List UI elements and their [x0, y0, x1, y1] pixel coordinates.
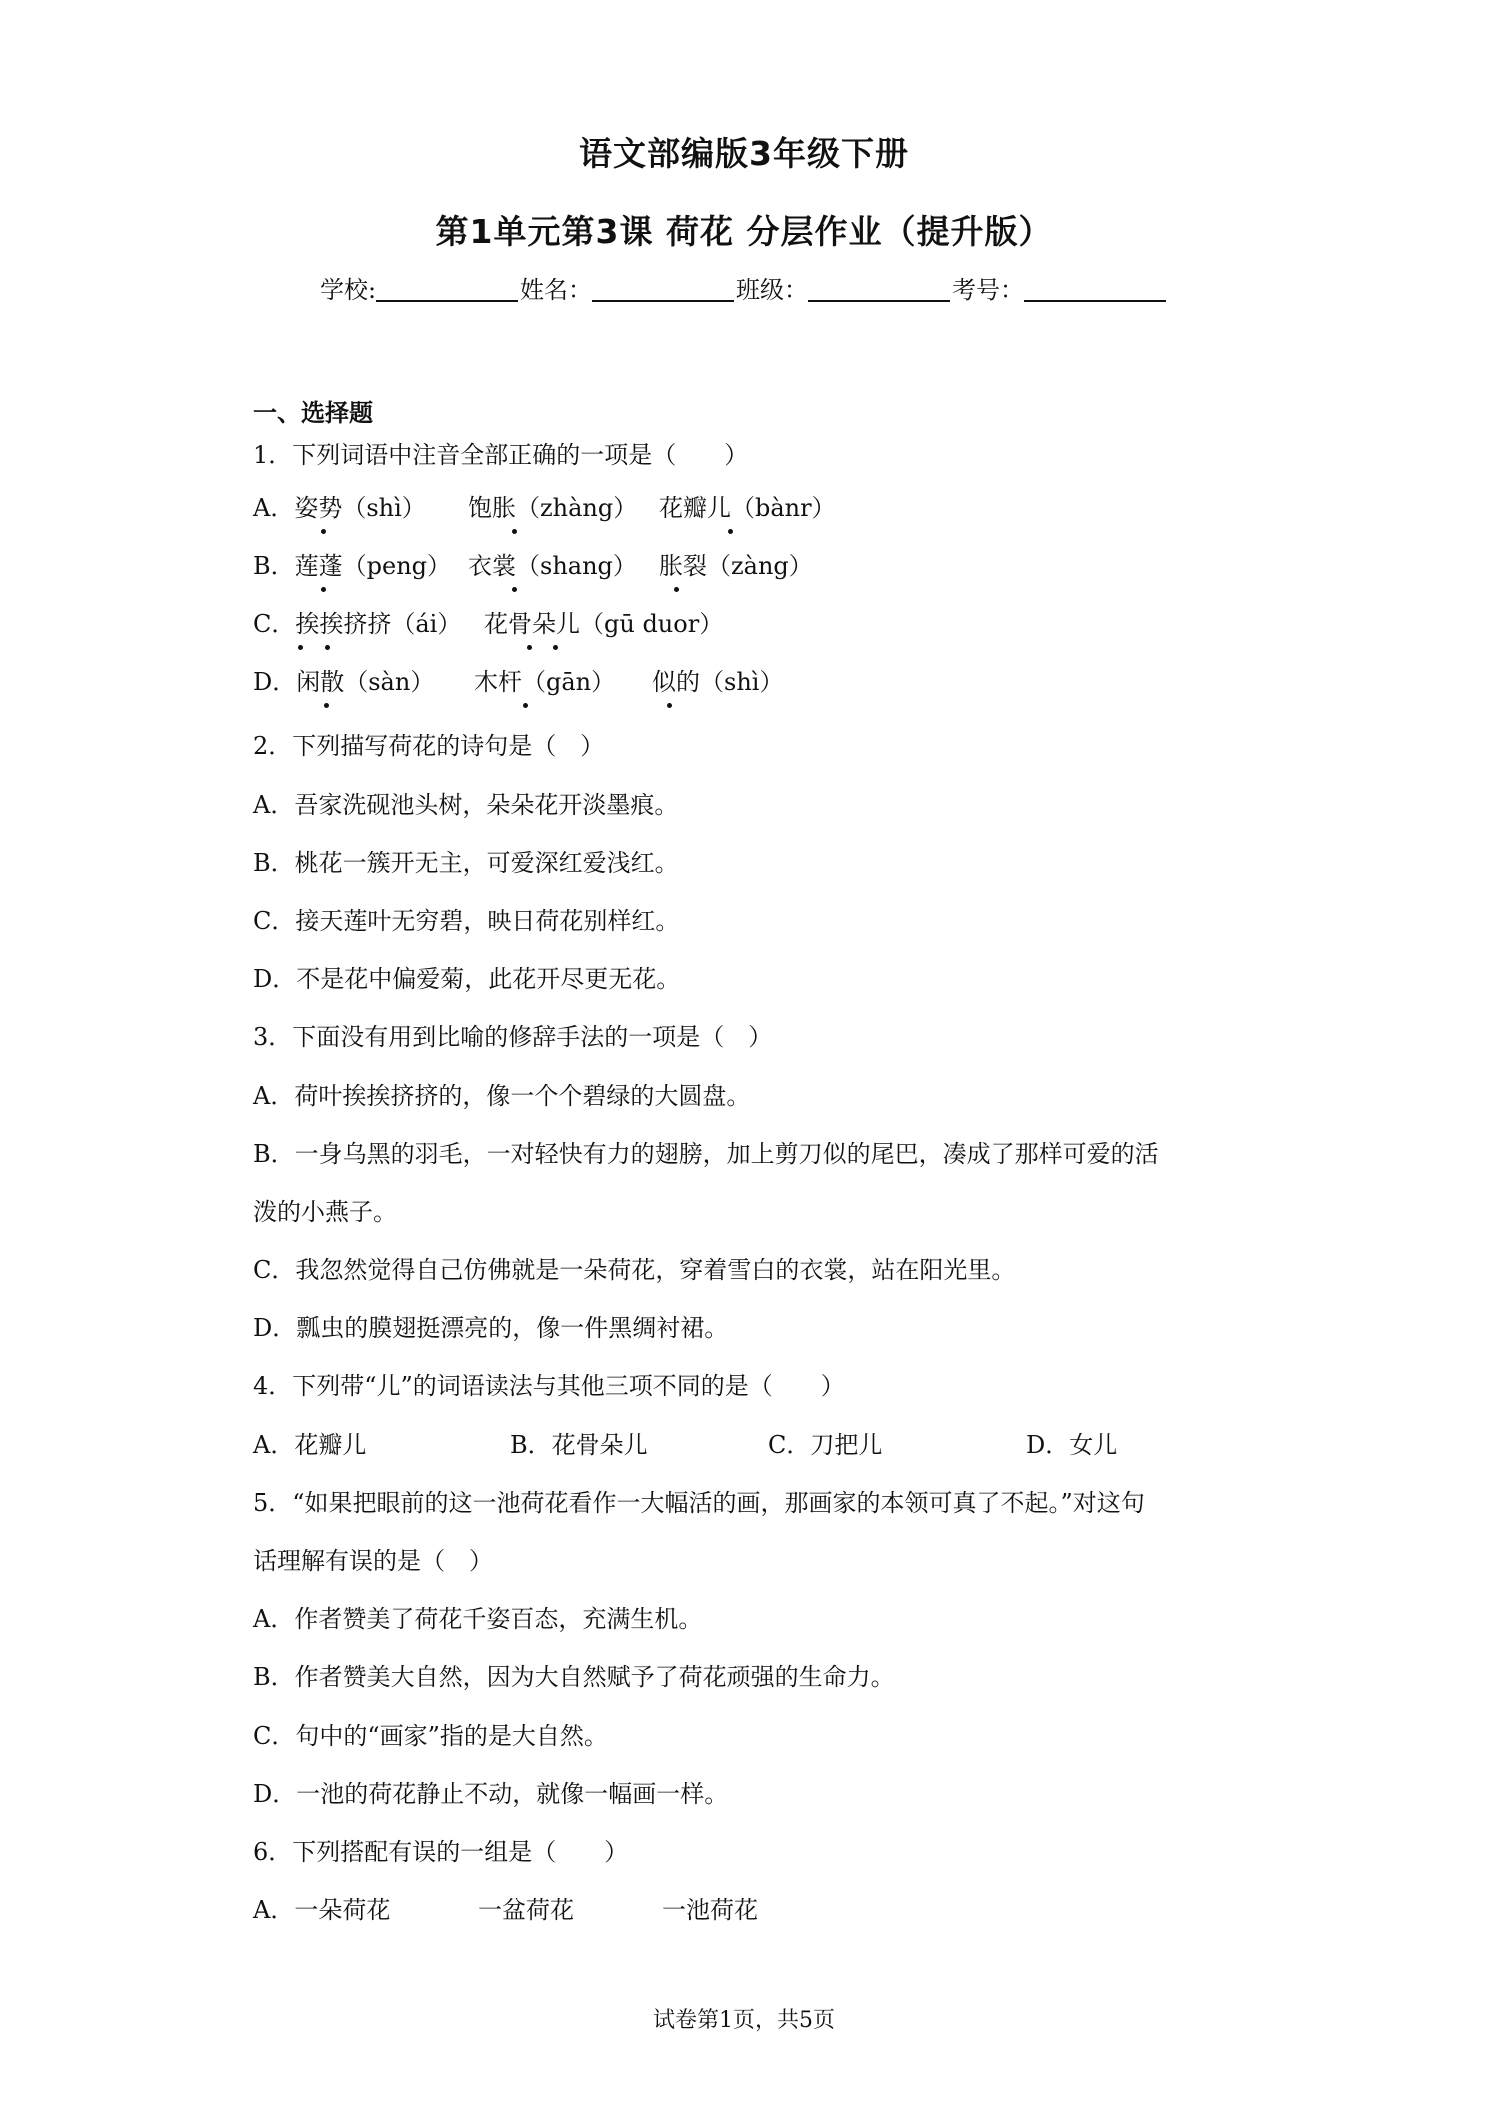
q6-option-a-3: 一池荷花 — [662, 1896, 758, 1924]
emphasis-dot — [512, 529, 517, 534]
q4-option-c: C．刀把儿 — [768, 1431, 883, 1459]
question-4-stem: 4．下列带“儿”的词语读法与其他三项不同的是（ ） — [253, 1372, 845, 1400]
student-info-line — [0, 270, 1488, 305]
name-blank[interactable] — [592, 278, 734, 302]
q1-option-b-3: 胀裂（zàng） — [659, 552, 813, 580]
q3-option-b-line2: 泼的小燕子。 — [253, 1198, 397, 1226]
q1-option-c-1: C．挨挨挤挤（ái） — [253, 610, 462, 638]
emphasis-dot — [321, 529, 326, 534]
emphasis-dot — [728, 529, 733, 534]
q5-option-b: B．作者赞美大自然，因为大自然赋予了荷花顽强的生命力。 — [253, 1663, 895, 1691]
q1-option-b-2: 衣裳（shang） — [468, 552, 637, 580]
q2-option-b: B．桃花一簇开无主，可爱深红爱浅红。 — [253, 849, 679, 877]
page-footer: 试卷第1页，共5页 — [653, 2008, 835, 2033]
exam-number-blank[interactable] — [1024, 278, 1166, 302]
q5-option-a: A．作者赞美了荷花千姿百态，充满生机。 — [253, 1605, 703, 1633]
q6-option-a-2: 一盆荷花 — [478, 1896, 574, 1924]
q4-option-a: A．花瓣儿 — [253, 1431, 367, 1459]
q1-option-c-2: 花骨朵儿（gū duor） — [484, 610, 724, 638]
emphasis-dot — [512, 587, 517, 592]
school-blank[interactable] — [376, 278, 518, 302]
question-1-stem: 1．下列词语中注音全部正确的一项是（ ） — [253, 441, 749, 469]
q1-option-a-2: 饱胀（zhàng） — [468, 494, 638, 522]
worksheet-title: 语文部编版3年级下册 — [579, 134, 909, 173]
question-5-stem-line1: 5．“如果把眼前的这一池荷花看作一大幅活的画，那画家的本领可真了不起。”对这句 — [253, 1489, 1145, 1517]
q2-option-d: D．不是花中偏爱菊，此花开尽更无花。 — [253, 965, 681, 993]
q1-option-d-1: D．闲散（sàn） — [253, 668, 435, 696]
question-3-stem: 3．下面没有用到比喻的修辞手法的一项是（ ） — [253, 1023, 773, 1051]
question-5-stem-line2: 话理解有误的是（ ） — [253, 1547, 493, 1575]
q6-option-a-1: A．一朵荷花 — [253, 1896, 391, 1924]
q5-option-c: C．句中的“画家”指的是大自然。 — [253, 1722, 608, 1750]
name-label: 姓名： — [520, 276, 593, 304]
emphasis-dot — [527, 645, 532, 650]
question-2-stem: 2．下列描写荷花的诗句是（ ） — [253, 732, 605, 760]
school-label: 学校: — [319, 276, 377, 304]
emphasis-dot — [674, 587, 679, 592]
emphasis-dot — [298, 645, 303, 650]
emphasis-dot — [321, 587, 326, 592]
section-title: 一、选择题 — [253, 399, 373, 427]
emphasis-dot — [325, 645, 330, 650]
q1-option-d-2: 木杆（gān） — [474, 668, 616, 696]
class-label: 班级： — [736, 276, 809, 304]
q2-option-c: C．接天莲叶无穷碧，映日荷花别样红。 — [253, 907, 680, 935]
q1-option-a-1: A．姿势（shì） — [253, 494, 426, 522]
emphasis-dot — [667, 703, 672, 708]
exam-number-label: 考号： — [952, 276, 1025, 304]
q2-option-a: A．吾家洗砚池头树，朵朵花开淡墨痕。 — [253, 791, 679, 819]
q3-option-d: D．瓢虫的膜翅挺漂亮的，像一件黑绸衬裙。 — [253, 1314, 729, 1342]
q4-option-d: D．女儿 — [1026, 1431, 1118, 1459]
q1-option-a-3: 花瓣儿（bànr） — [659, 494, 836, 522]
lesson-subtitle: 第1单元第3课 荷花 分层作业（提升版） — [435, 212, 1053, 251]
emphasis-dot — [324, 703, 329, 708]
q3-option-b-line1: B．一身乌黑的羽毛，一对轻快有力的翅膀，加上剪刀似的尾巴，凑成了那样可爱的活 — [253, 1140, 1159, 1168]
emphasis-dot — [553, 645, 558, 650]
q5-option-d: D．一池的荷花静止不动，就像一幅画一样。 — [253, 1780, 729, 1808]
q3-option-c: C．我忽然觉得自己仿佛就是一朵荷花，穿着雪白的衣裳，站在阳光里。 — [253, 1256, 1016, 1284]
q4-option-b: B．花骨朵儿 — [510, 1431, 648, 1459]
q3-option-a: A．荷叶挨挨挤挤的，像一个个碧绿的大圆盘。 — [253, 1082, 751, 1110]
q1-option-b-1: B．莲蓬（peng） — [253, 552, 452, 580]
emphasis-dot — [523, 703, 528, 708]
question-6-stem: 6．下列搭配有误的一组是（ ） — [253, 1838, 629, 1866]
q1-option-d-3: 似的（shì） — [652, 668, 784, 696]
class-blank[interactable] — [808, 278, 950, 302]
